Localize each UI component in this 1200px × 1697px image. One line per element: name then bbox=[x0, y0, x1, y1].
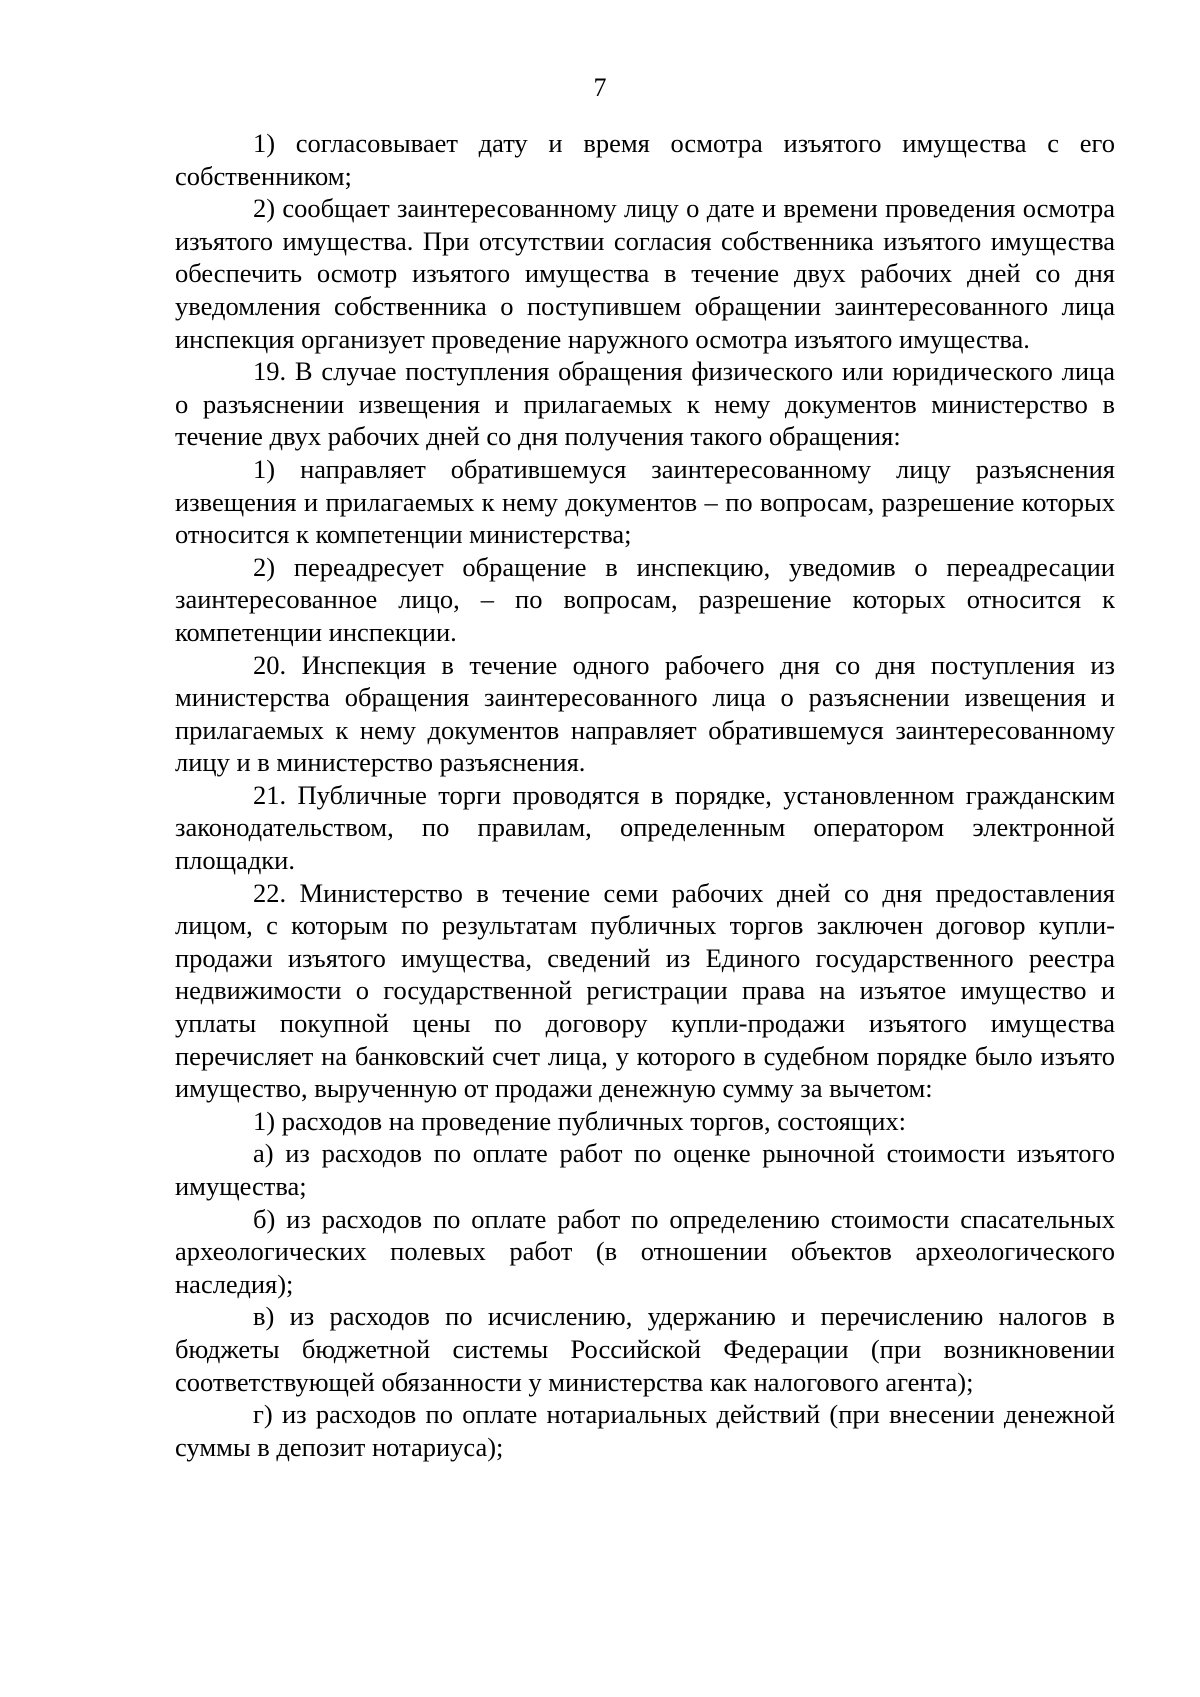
page-number: 7 bbox=[593, 73, 607, 102]
paragraph: в) из расходов по исчислению, удержанию и перечислению налогов в бюджеты бюджетной системы Российской Федерации (при возникновении соответствующей обязанности у министерства как налогового агента); bbox=[175, 1301, 1115, 1397]
paragraph: 2) сообщает заинтересованному лицу о дате и времени проведения осмотра изъятого имущества. При отсутствии согласия собственника изъятого имущества обеспечить осмотр изъятого имущества в течение двух рабочих дней со дня уведомления собственника о поступившем обращении заинтересованного лица инспекция организует проведение наружного осмотра изъятого имущества. bbox=[175, 193, 1115, 354]
paragraph: г) из расходов по оплате нотариальных действий (при внесении денежной суммы в депозит нотариуса); bbox=[175, 1399, 1115, 1462]
paragraph: 20. Инспекция в течение одного рабочего дня со дня поступления из министерства обращения заинтересованного лица о разъяснении извещения и прилагаемых к нему документов направляет обратившемуся заинтересованному лицу и в министерство разъяснения. bbox=[175, 649, 1115, 778]
paragraph: 19. В случае поступления обращения физического или юридического лица о разъяснении извещения и прилагаемых к нему документов министерство в течение двух рабочих дней со дня получения такого обращения: bbox=[175, 356, 1115, 452]
paragraph: б) из расходов по оплате работ по определению стоимости спасательных археологических полевых работ (в отношении объектов археологического наследия); bbox=[175, 1203, 1115, 1299]
paragraph: 1) направляет обратившемуся заинтересованному лицу разъяснения извещения и прилагаемых к нему документов – по вопросам, разрешение которых относится к компетенции министерства; bbox=[175, 453, 1115, 550]
document-body bbox=[175, 127, 1115, 1463]
paragraph: а) из расходов по оплате работ по оценке рыночной стоимости изъятого имущества; bbox=[175, 1138, 1115, 1201]
paragraph: 1) согласовывает дату и время осмотра изъятого имущества с его собственником; bbox=[175, 128, 1115, 191]
paragraph: 21. Публичные торги проводятся в порядке, установленном гражданским законодательством, по правилам, определенным оператором электронной площадки. bbox=[175, 779, 1115, 876]
paragraph: 2) переадресует обращение в инспекцию, уведомив о переадресации заинтересованное лицо, – по вопросам, разрешение которых относится к компетенции инспекции. bbox=[175, 551, 1115, 647]
paragraph: 22. Министерство в течение семи рабочих дней со дня предоставления лицом, с которым по результатам публичных торгов заключен договор купли-продажи изъятого имущества, сведений из Единого государственного реестра недвижимости о государственной регистрации права на изъятое имущество и уплаты покупной цены по договору купли-продажи изъятого имущества перечисляет на банковский счет лица, у которого в судебном порядке было изъято имущество, вырученную от продажи денежную сумму за вычетом: bbox=[175, 877, 1115, 1104]
paragraph: 1) расходов на проведение публичных торгов, состоящих: bbox=[253, 1105, 906, 1136]
